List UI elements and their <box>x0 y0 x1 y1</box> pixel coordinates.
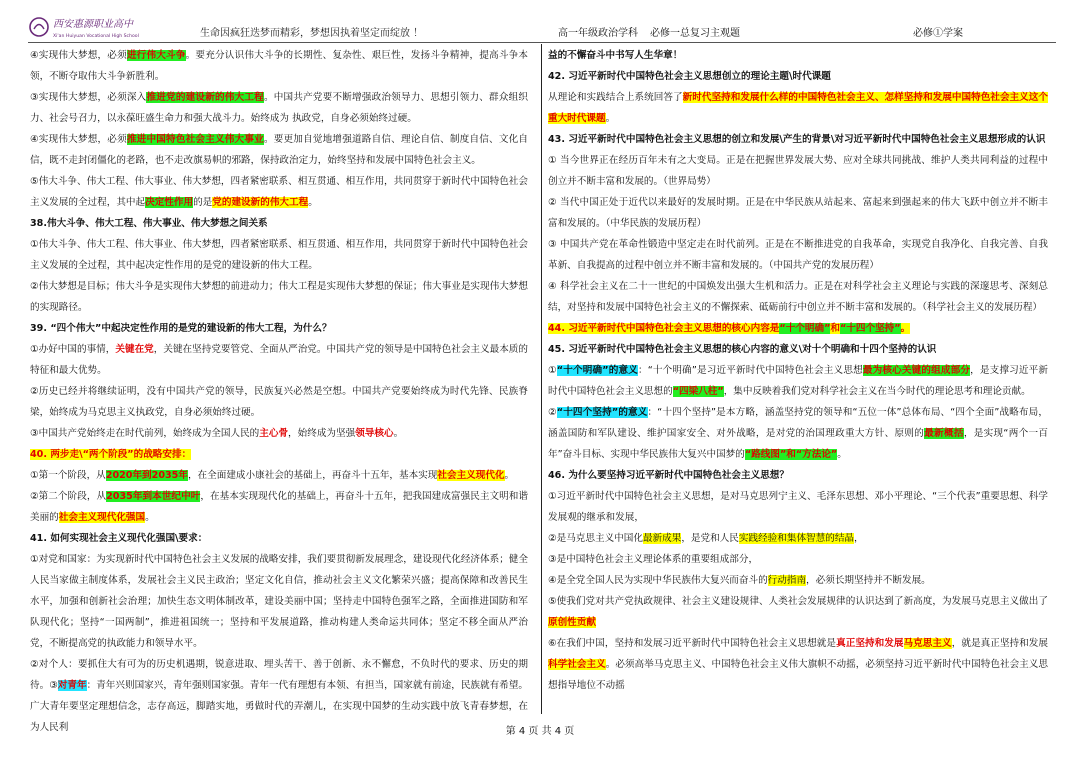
paragraph: ①办好中国的事情，关键在党，关键在坚持党要管党、全面从严治党。中国共产党的领导是中国特色社会主义最本质的特征和最大优势。 <box>30 344 529 376</box>
header-rule <box>28 42 1056 43</box>
paragraph: 从理论和实践结合上系统回答了新时代坚持和发展什么样的中国特色社会主义、怎样坚持和发展中国特色社会主义这个重大时代课题。 <box>548 92 1049 124</box>
paragraph: ①“十个明确”的意义：“十个明确”是习近平新时代中国特色社会主义思想最为核心关键的组成部分，是支撑习近平新时代中国特色社会主义思想的“四梁八柱”，集中反映着我们党对科学社会主义在当今时代的理论思考和理论贡献。 <box>548 365 1048 397</box>
paragraph: ⑤使我们党对共产党执政规律、社会主义建设规律、人类社会发展规律的认识达到了新高度，为发展马克思主义做出了原创性贡献 <box>548 596 1048 628</box>
question-heading-45: 45. 习近平新时代中国特色社会主义思想的核心内容的意义\对十个明确和十四个坚持的认识 <box>548 344 937 355</box>
question-heading-46: 46. 为什么要坚持习近平新时代中国特色社会主义思想？ <box>548 470 789 481</box>
question-heading-40: 40. 两步走\“两个阶段”的战略安排： <box>30 449 192 460</box>
paragraph: ③ 中国共产党在革命性锻造中坚定走在时代前列。正是在不断推进党的自我革命，实现党自我净化、自我完善、自我革新、自我提高的过程中创立并不断丰富和发展的。（中国共产党的发展历程） <box>548 239 1048 271</box>
question-heading-43: 43. 习近平新时代中国特色社会主义思想的创立和发展\产生的背景\对习近平新时代中国特色社会主义思想形成的认识 <box>548 134 1046 145</box>
header-grade: 高一年级政治学科 <box>558 28 638 39</box>
paragraph: ③中国共产党始终走在时代前列，始终成为全国人民的主心骨，始终成为坚强领导核心。 <box>30 428 404 439</box>
logo-text: 西安惠源职业高中 <box>53 19 133 30</box>
page-header <box>28 14 1056 44</box>
page-footer: 第 4 页 共 4 页 <box>505 726 575 737</box>
question-heading-42: 42. 习近平新时代中国特色社会主义思想创立的理论主题\时代课题 <box>548 71 831 82</box>
left-column <box>30 45 529 733</box>
paragraph: ①习近平新时代中国特色社会主义思想，是对马克思列宁主义、毛泽东思想、邓小平理论、“三个代表”重要思想、科学发展观的继承和发展， <box>548 491 1048 523</box>
school-logo <box>28 16 178 40</box>
paragraph: ⑥在我们中国，坚持和发展习近平新时代中国特色社会主义思想就是真正坚持和发展马克思主义，就是真正坚持和发展科学社会主义。必须高举马克思主义、中国特色社会主义伟大旗帜不动摇，必须坚持习近平新时代中国特色社会主义思想指导地位不动摇 <box>548 638 1049 691</box>
paragraph: ⑤伟大斗争、伟大工程、伟大事业、伟大梦想，四者紧密联系、相互贯通、相互作用，共同贯穿于新时代中国特色社会主义发展的全过程，其中起决定性作用的是党的建设新的伟大工程。 <box>30 176 528 208</box>
paragraph: ④是全党全国人民为实现中华民族伟大复兴而奋斗的行动指南，必须长期坚持并不断发展。 <box>548 575 931 586</box>
paragraph: ③是中国特色社会主义理论体系的重要组成部分， <box>548 554 759 565</box>
question-heading-41: 41. 如何实现社会主义现代化强国\要求： <box>30 533 208 544</box>
paragraph: ② 当代中国正处于近代以来最好的发展时期。正是在中华民族从站起来、富起来到强起来的伟大飞跃中创立并不断丰富和发展的。（中华民族的发展历程） <box>548 197 1048 229</box>
paragraph: ④实现伟大梦想，必须推进中国特色社会主义伟大事业。要更加自觉地增强道路自信、理论自信、制度自信、文化自信，既不走封闭僵化的老路，也不走改旗易帜的邪路，保持政治定力，始终坚持和发展中国特色社会主义。 <box>30 134 528 166</box>
header-slogan: 生命因疯狂迭梦而精彩，梦想因执着坚定而绽放 ！ <box>200 28 424 39</box>
paragraph: ②对个人：要抓住大有可为的历史机遇期，锐意进取、埋头苦干、善于创新、永不懈怠，不负时代的要求、历史的期待。③对青年：青年兴则国家兴，青年强则国家强。青年一代有理想有本领、有担当，国家就有前途，民族就有希望。广大青年要坚定理想信念，志存高远，脚踏实地，勇做时代的弄潮儿，在实现中国梦的生动实践中放飞青春梦想，在为人民利 <box>30 659 529 733</box>
question-heading-39: 39. “四个伟大”中起决定性作用的是党的建设新的伟大工程，为什么？ <box>30 323 332 334</box>
paragraph: ②“十四个坚持”的意义：“十四个坚持”是本方略，涵盖坚持党的领导和“五位一体”总体布局、“四个全面”战略布局，涵盖国防和军队建设、维护国家安全、对外战略，是对党的治国理政重大方针、原则的最新概括，是实现“两个一百年”奋斗目标、实现中华民族伟大复兴中国梦的“路线图”和“方法论”。 <box>548 407 1049 460</box>
paragraph: ②是马克思主义中国化最新成果，是党和人民实践经验和集体智慧的结晶， <box>548 533 864 544</box>
paragraph: ③实现伟大梦想，必须深入推进党的建设新的伟大工程。中国共产党要不断增强政治领导力、思想引领力、群众组织力、社会号召力，以永葆旺盛生命力和强大战斗力。始终成为 执政党，自身必须始终过硬。 <box>30 92 529 124</box>
header-unit: 必修一总复习主观题 <box>650 28 740 39</box>
paragraph: ④实现伟大梦想，必须进行伟大斗争。要充分认识伟大斗争的长期性、复杂性、艰巨性，发扬斗争精神，提高斗争本领，不断夺取伟大斗争新胜利。 <box>30 50 529 82</box>
header-book: 必修①学案 <box>913 28 963 39</box>
paragraph: ②第二个阶段，从2035年到本世纪中叶，在基本实现现代化的基础上，再奋斗十五年，把我国建成富强民主文明和谐美丽的社会主义现代化强国。 <box>30 491 529 523</box>
paragraph: ①第一个阶段，从2020年到2035年，在全面建成小康社会的基础上，再奋斗十五年，基本实现社会主义现代化。 <box>30 470 515 481</box>
paragraph: ②伟大梦想是目标；伟大斗争是实现伟大梦想的前进动力；伟大工程是实现伟大梦想的保证；伟大事业是实现伟大梦想的实现路径。 <box>30 281 528 313</box>
paragraph: 益的不懈奋斗中书写人生华章！ <box>548 50 683 61</box>
question-heading-38: 38.伟大斗争、伟大工程、伟大事业、伟大梦想之间关系 <box>30 218 268 229</box>
question-heading-44: 44. 习近平新时代中国特色社会主义思想的核心内容是“十个明确”和“十四个坚持”。 <box>548 323 911 334</box>
paragraph: ④ 科学社会主义在二十一世纪的中国焕发出强大生机和活力。正是在对科学社会主义理论与实践的深邃思考、深刻总结，对坚持和发展中国特色社会主义的不懈探索、砥砺前行中创立并不断丰富和发展的。（科学社会主义的发展历程） <box>548 281 1048 313</box>
paragraph: ①伟大斗争、伟大工程、伟大事业、伟大梦想，四者紧密联系、相互贯通、相互作用，共同贯穿于新时代中国特色社会主义发展的全过程，其中起决定性作用的是党的建设新的伟大工程。 <box>30 239 528 271</box>
paragraph: ① 当今世界正在经历百年未有之大变局。正是在把握世界发展大势、应对全球共同挑战、维护人类共同利益的过程中创立并不断丰富和发展的。（世界局势） <box>548 155 1048 187</box>
right-column <box>548 45 1048 713</box>
logo-subtext: Xi'an Huiyuan Vocational High School <box>53 34 139 39</box>
paragraph: ②历史已经并将继续证明，没有中国共产党的领导，民族复兴必然是空想。中国共产党要始终成为时代先锋、民族脊梁，始终成为马克思主义执政党，自身必须始终过硬。 <box>30 386 528 418</box>
paragraph: ①对党和国家：为实现新时代中国特色社会主义发展的战略安排，我们要贯彻新发展理念，建设现代化经济体系；健全人民当家做主制度体系，发展社会主义民主政治；坚定文化自信，推动社会主义文化繁荣兴盛；提高保障和改善民生水平，加强和创新社会治理；加快生态文明体制改革，建设美丽中国；坚持走中国特色强军之路，全面推进国防和军队现代化；坚持“一国两制”，推进祖国统一；坚持和平发展道路，推动构建人类命运共同体；坚定不移全面从严治党，不断提高党的执政能力和领导水平。 <box>30 554 528 649</box>
column-divider <box>541 44 542 714</box>
